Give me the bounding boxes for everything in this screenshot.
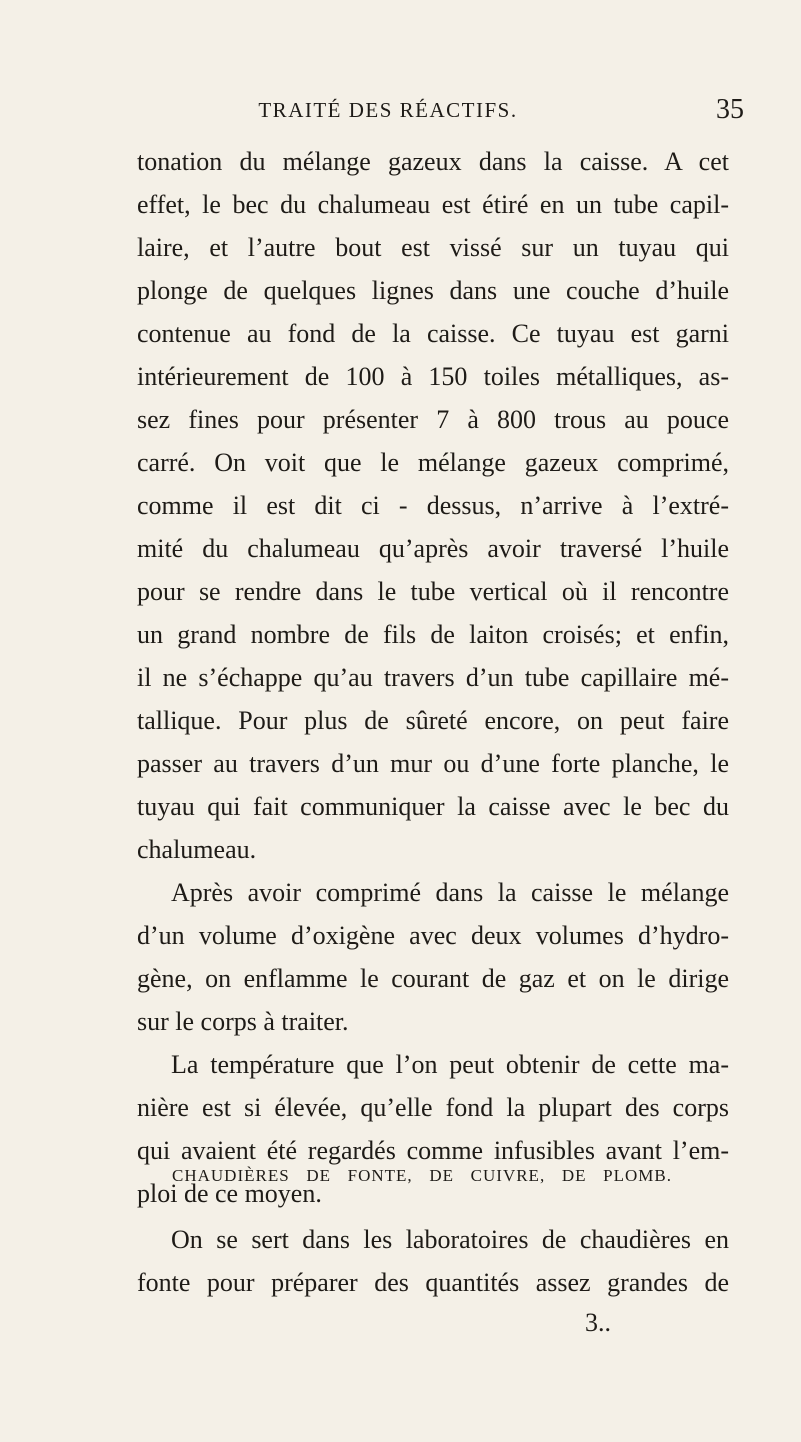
text-line: un grand nombre de fils de laiton croisés; et enfin, (137, 620, 729, 649)
paragraph-4 (137, 1218, 729, 1304)
text-line: tonation du mélange gazeux dans la caisse. A cet (137, 147, 729, 176)
text-line: pour se rendre dans le tube vertical où il rencontre (137, 577, 729, 606)
text-line: gène, on enflamme le courant de gaz et on le dirige (137, 964, 729, 993)
text-line: mité du chalumeau qu’après avoir traversé l’huile (137, 534, 729, 563)
paragraph-1 (137, 140, 729, 871)
text-line: passer au travers d’un mur ou d’une forte planche, le (137, 749, 729, 778)
text-line: sur le corps à traiter. (137, 1007, 349, 1036)
text-line: La température que l’on peut obtenir de cette ma- (171, 1050, 729, 1079)
text-line: sez fines pour présenter 7 à 800 trous au pouce (137, 405, 729, 434)
text-line: plonge de quelques lignes dans une couche d’huile (137, 276, 729, 305)
text-line: ploi de ce moyen. (137, 1179, 322, 1208)
text-line: effet, le bec du chalumeau est étiré en un tube capil- (137, 190, 729, 219)
text-line: laire, et l’autre bout est vissé sur un tuyau qui (137, 233, 729, 262)
text-line: carré. On voit que le mélange gazeux comprimé, (137, 448, 729, 477)
paragraph-2 (137, 871, 729, 1043)
text-line: comme il est dit ci - dessus, n’arrive à l’extré- (137, 491, 729, 520)
text-line: d’un volume d’oxigène avec deux volumes d’hydro- (137, 921, 729, 950)
page-number: 35 (716, 94, 744, 125)
text-line: nière est si élevée, qu’elle fond la plupart des corps (137, 1093, 729, 1122)
text-line: intérieurement de 100 à 150 toiles métalliques, as- (137, 362, 729, 391)
text-line: tuyau qui fait communiquer la caisse avec le bec du (137, 792, 729, 821)
text-line: On se sert dans les laboratoires de chaudières en (171, 1225, 729, 1254)
paragraph-3-lines (137, 1043, 729, 1215)
text-line: chalumeau. (137, 835, 257, 864)
text-line: fonte pour préparer des quantités assez grandes de (137, 1268, 729, 1297)
text-line: contenue au fond de la caisse. Ce tuyau est garni (137, 319, 729, 348)
section-heading: CHAUDIÈRES DE FONTE, DE CUIVRE, DE PLOMB. (172, 1166, 672, 1185)
text-line: qui avaient été regardés comme infusibles avant l’em- (137, 1136, 729, 1165)
text-line: Après avoir comprimé dans la caisse le mélange (171, 878, 729, 907)
text-line: tallique. Pour plus de sûreté encore, on peut faire (137, 706, 729, 735)
text-line: il ne s’échappe qu’au travers d’un tube capillaire mé- (137, 663, 729, 692)
signature-mark: 3.. (585, 1308, 611, 1337)
running-head: TRAITÉ DES RÉACTIFS. (258, 98, 518, 122)
